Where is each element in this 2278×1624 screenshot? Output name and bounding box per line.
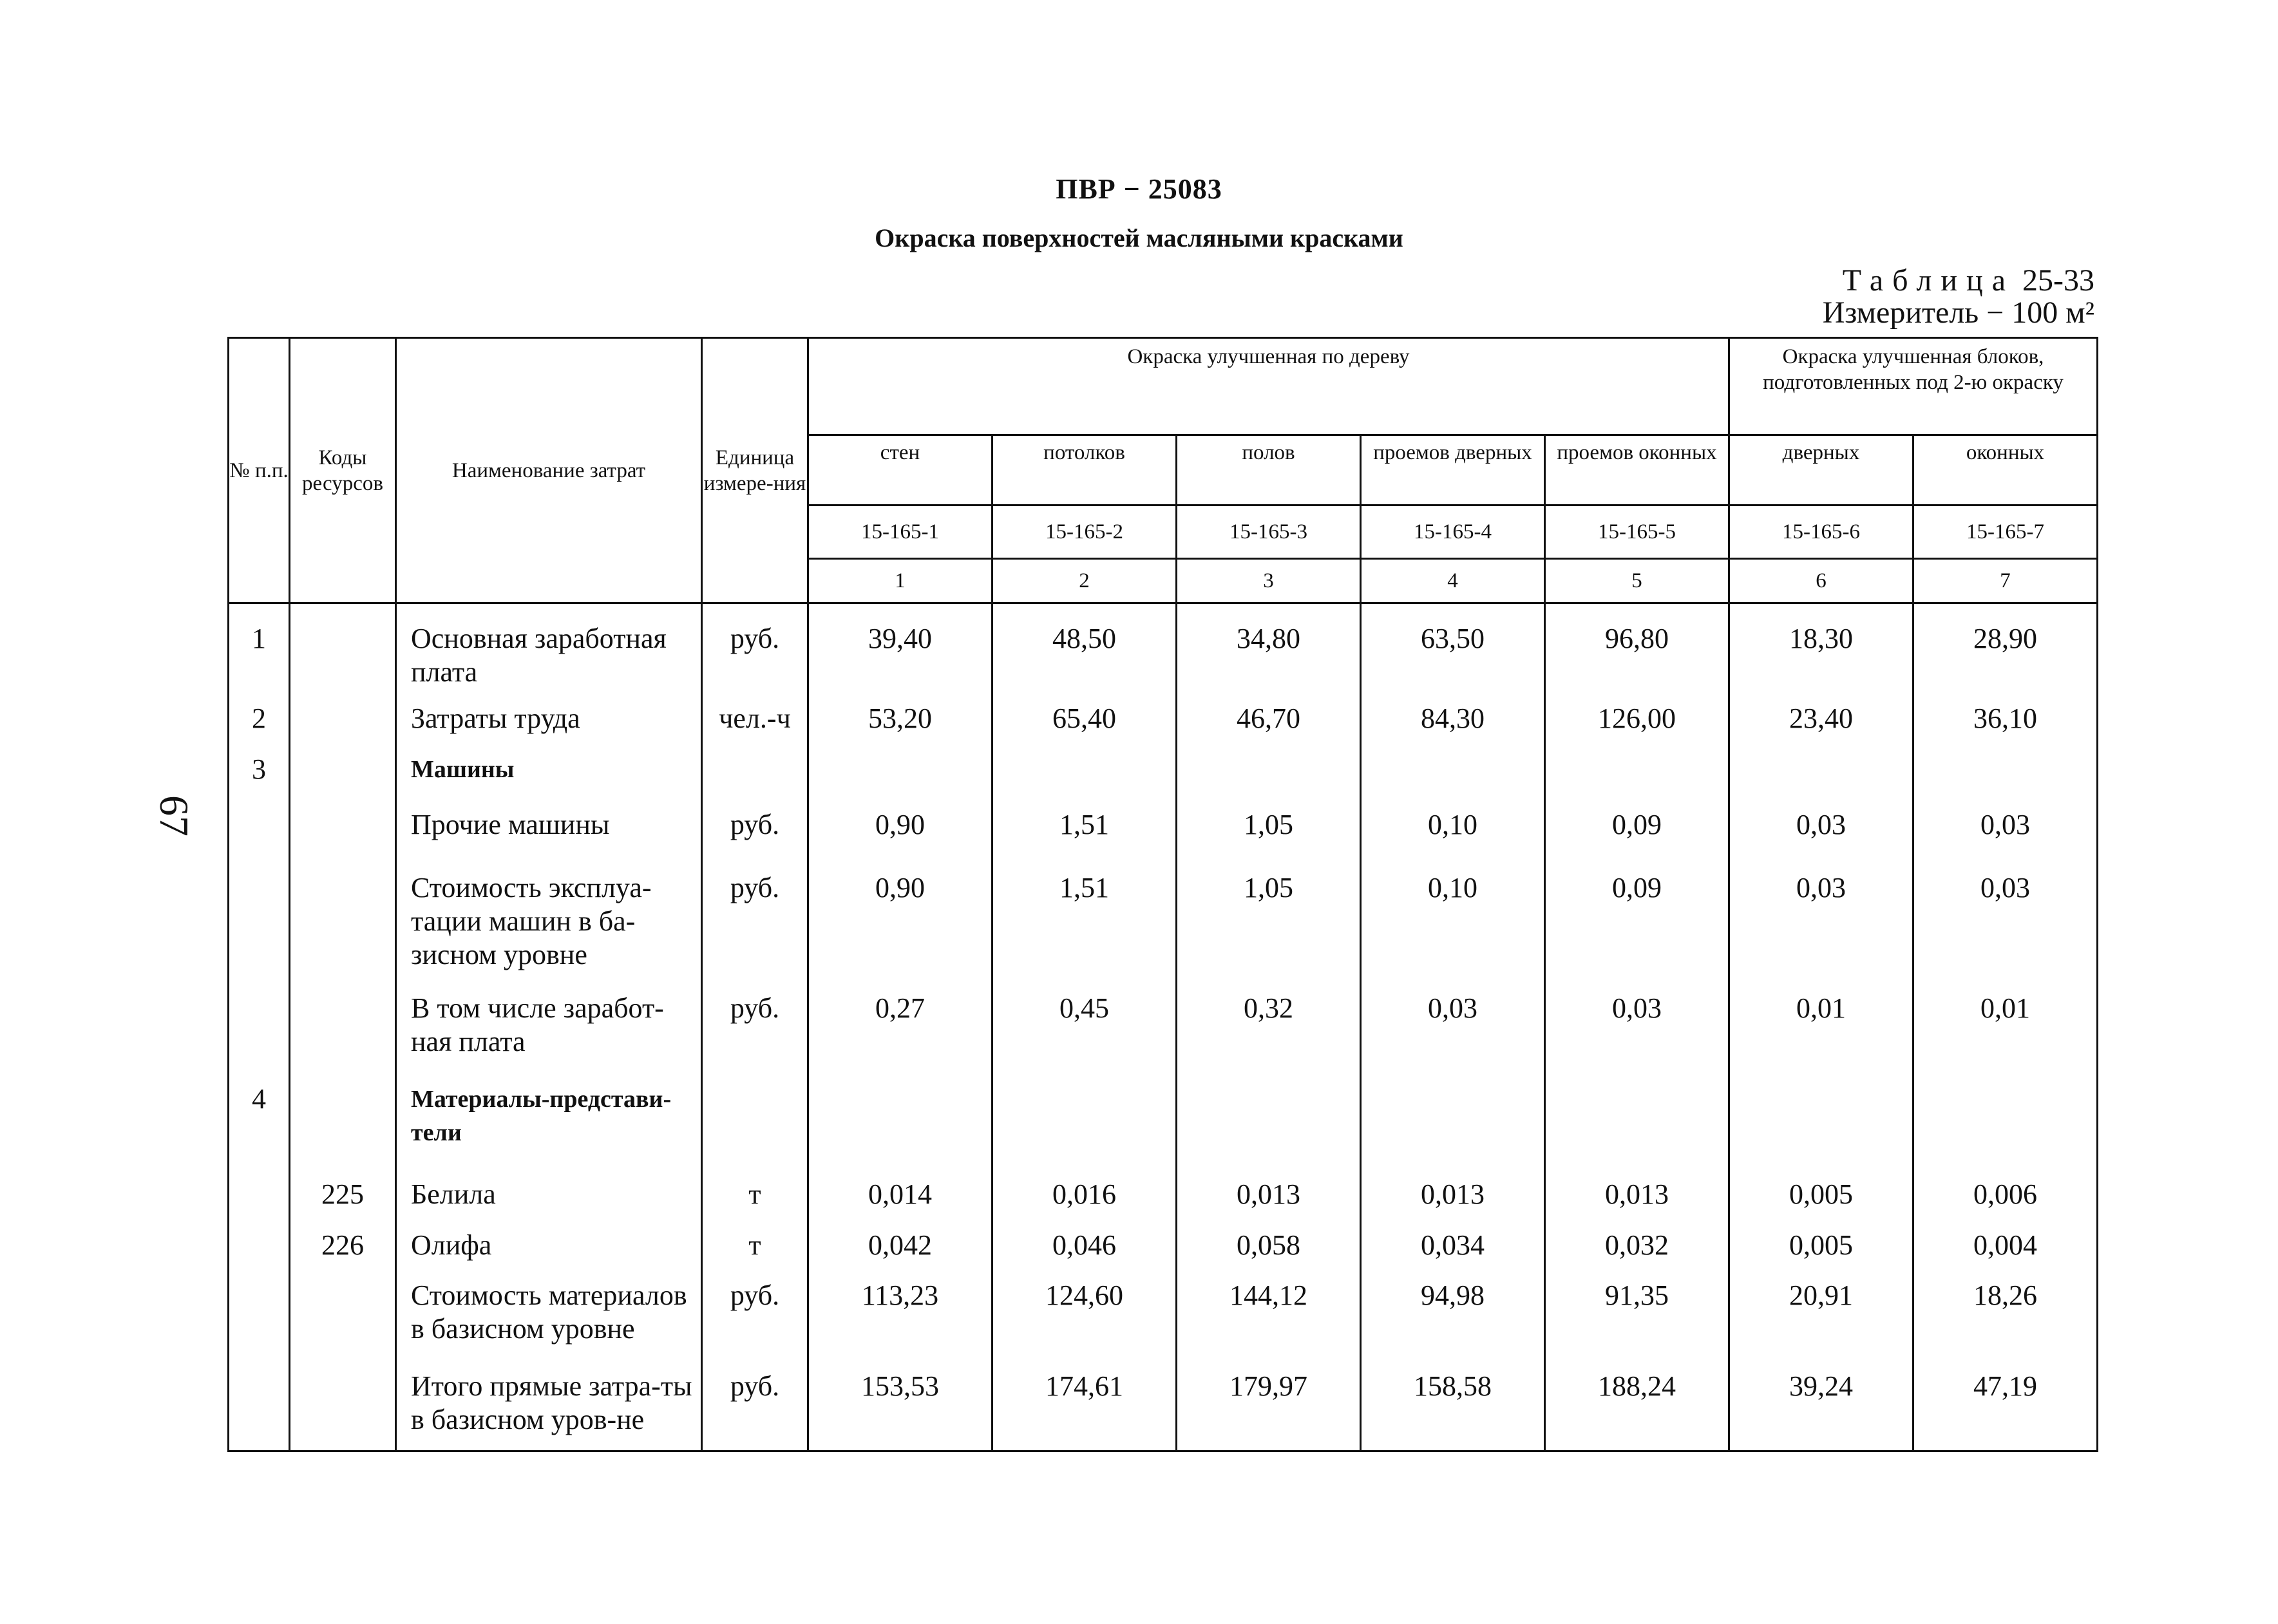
value-col-2: 1,51 [992, 871, 1177, 991]
resource-code [290, 1279, 396, 1370]
header-norm-code-3: 15-165-3 [1177, 505, 1361, 559]
table-row [229, 808, 2098, 871]
header-column-number-3: 3 [1177, 559, 1361, 603]
cost-name: Затраты труда [396, 702, 702, 753]
resource-code [290, 702, 396, 753]
value-col-2: 0,016 [992, 1178, 1177, 1229]
resource-code: 226 [290, 1229, 396, 1279]
value-col-7: 0,004 [1913, 1229, 2098, 1279]
value-col-3: 1,05 [1177, 808, 1361, 871]
value-col-7: 36,10 [1913, 702, 2098, 753]
table-number: 25-33 [2022, 263, 2094, 297]
header-group-blocks: Окраска улучшенная блоков, подготовленных под 2-ю окраску [1729, 338, 2098, 435]
value-col-7: 28,90 [1913, 622, 2098, 702]
cost-name: Основная заработная плата [396, 622, 702, 702]
row-number [229, 992, 290, 1082]
value-col-6: 0,03 [1729, 808, 1913, 871]
value-col-1 [808, 753, 992, 808]
header-column-number-7: 7 [1913, 559, 2098, 603]
value-col-1: 0,27 [808, 992, 992, 1082]
header-name: Наименование затрат [396, 338, 702, 603]
value-col-4 [1361, 1082, 1545, 1178]
table-caption [1843, 263, 2094, 298]
unit-label: Измеритель − 100 м² [1822, 296, 2094, 330]
unit-of-measure: руб. [702, 1370, 808, 1449]
header-subcolumn-5: проемов оконных [1545, 435, 1729, 505]
unit-of-measure: т [702, 1178, 808, 1229]
header-codes: Коды ресурсов [290, 338, 396, 603]
row-number [229, 871, 290, 991]
table-row [229, 622, 2098, 702]
resource-code [290, 992, 396, 1082]
row-number: 1 [229, 622, 290, 702]
value-col-7: 0,006 [1913, 1178, 2098, 1229]
value-col-2: 124,60 [992, 1279, 1177, 1370]
header-column-number-1: 1 [808, 559, 992, 603]
table-row [229, 1279, 2098, 1370]
value-col-2: 0,45 [992, 992, 1177, 1082]
header-norm-code-5: 15-165-5 [1545, 505, 1729, 559]
value-col-3: 0,32 [1177, 992, 1361, 1082]
value-col-4: 158,58 [1361, 1370, 1545, 1449]
unit-of-measure: руб. [702, 622, 808, 702]
table-row [229, 702, 2098, 753]
value-col-3: 34,80 [1177, 622, 1361, 702]
value-col-5: 0,013 [1545, 1178, 1729, 1229]
value-col-3: 179,97 [1177, 1370, 1361, 1449]
header-subcolumn-2: потолков [992, 435, 1177, 505]
table-row [229, 1370, 2098, 1449]
value-col-5: 188,24 [1545, 1370, 1729, 1449]
value-col-2 [992, 753, 1177, 808]
value-col-4: 63,50 [1361, 622, 1545, 702]
header-column-number-4: 4 [1361, 559, 1545, 603]
header-unit: Единица измере-ния [702, 338, 808, 603]
header-column-number-5: 5 [1545, 559, 1729, 603]
unit-of-measure: руб. [702, 1279, 808, 1370]
value-col-1: 0,90 [808, 871, 992, 991]
row-number [229, 1229, 290, 1279]
value-col-5: 0,03 [1545, 992, 1729, 1082]
value-col-4: 84,30 [1361, 702, 1545, 753]
document-title: Окраска поверхностей масляными красками [875, 223, 1403, 252]
value-col-7: 0,03 [1913, 871, 2098, 991]
value-col-5: 0,032 [1545, 1229, 1729, 1279]
value-col-1: 0,042 [808, 1229, 992, 1279]
table-label: Таблица [1842, 263, 2015, 297]
cost-name: Стоимость материалов в базисном уровне [396, 1279, 702, 1370]
value-col-1: 53,20 [808, 702, 992, 753]
value-col-4: 94,98 [1361, 1279, 1545, 1370]
value-col-4: 0,03 [1361, 992, 1545, 1082]
cost-name: Стоимость эксплуа-тации машин в ба-зисном уровне [396, 871, 702, 991]
cost-name: Машины [396, 753, 702, 808]
header-column-number-2: 2 [992, 559, 1177, 603]
header-norm-code-7: 15-165-7 [1913, 505, 2098, 559]
value-col-6: 0,005 [1729, 1178, 1913, 1229]
table-row [229, 753, 2098, 808]
header-subcolumn-1: стен [808, 435, 992, 505]
header-subcolumn-6: дверных [1729, 435, 1913, 505]
value-col-3 [1177, 753, 1361, 808]
value-col-1: 0,90 [808, 808, 992, 871]
cost-table [227, 337, 2098, 1452]
unit-of-measure: руб. [702, 992, 808, 1082]
value-col-5 [1545, 753, 1729, 808]
unit-of-measure [702, 753, 808, 808]
cost-name: Материалы-представи-тели [396, 1082, 702, 1178]
value-col-3: 46,70 [1177, 702, 1361, 753]
table-row [229, 1082, 2098, 1178]
resource-code [290, 753, 396, 808]
value-col-4: 0,013 [1361, 1178, 1545, 1229]
row-number [229, 1279, 290, 1370]
unit-of-measure: руб. [702, 808, 808, 871]
resource-code [290, 622, 396, 702]
document-code: ПВР − 25083 [1056, 173, 1222, 205]
value-col-4 [1361, 753, 1545, 808]
resource-code [290, 1370, 396, 1449]
cost-name: Прочие машины [396, 808, 702, 871]
value-col-2: 1,51 [992, 808, 1177, 871]
value-col-4: 0,10 [1361, 871, 1545, 991]
header-subcolumn-3: полов [1177, 435, 1361, 505]
unit-of-measure: руб. [702, 871, 808, 991]
value-col-6: 20,91 [1729, 1279, 1913, 1370]
value-col-3: 0,058 [1177, 1229, 1361, 1279]
cost-name: В том числе заработ-ная плата [396, 992, 702, 1082]
value-col-1: 113,23 [808, 1279, 992, 1370]
cost-name: Олифа [396, 1229, 702, 1279]
resource-code: 225 [290, 1178, 396, 1229]
table-row [229, 992, 2098, 1082]
value-col-5: 0,09 [1545, 871, 1729, 991]
header-norm-code-2: 15-165-2 [992, 505, 1177, 559]
value-col-2: 174,61 [992, 1370, 1177, 1449]
value-col-1: 153,53 [808, 1370, 992, 1449]
table-row [229, 1229, 2098, 1279]
row-number [229, 1178, 290, 1229]
row-number: 4 [229, 1082, 290, 1178]
value-col-3: 0,013 [1177, 1178, 1361, 1229]
value-col-7: 0,03 [1913, 808, 2098, 871]
resource-code [290, 1082, 396, 1178]
value-col-5 [1545, 1082, 1729, 1178]
header-norm-code-6: 15-165-6 [1729, 505, 1913, 559]
value-col-2: 65,40 [992, 702, 1177, 753]
value-col-7: 0,01 [1913, 992, 2098, 1082]
value-col-6: 0,01 [1729, 992, 1913, 1082]
table-row [229, 1178, 2098, 1229]
value-col-3: 144,12 [1177, 1279, 1361, 1370]
value-col-6: 0,03 [1729, 871, 1913, 991]
unit-of-measure [702, 1082, 808, 1178]
value-col-3 [1177, 1082, 1361, 1178]
header-column-number-6: 6 [1729, 559, 1913, 603]
value-col-1 [808, 1082, 992, 1178]
cost-name: Итого прямые затра-ты в базисном уров-не [396, 1370, 702, 1449]
value-col-5: 0,09 [1545, 808, 1729, 871]
resource-code [290, 871, 396, 991]
value-col-4: 0,10 [1361, 808, 1545, 871]
value-col-7 [1913, 1082, 2098, 1178]
value-col-6: 23,40 [1729, 702, 1913, 753]
cost-name: Белила [396, 1178, 702, 1229]
value-col-6: 0,005 [1729, 1229, 1913, 1279]
row-number [229, 1370, 290, 1449]
value-col-2: 0,046 [992, 1229, 1177, 1279]
value-col-6 [1729, 1082, 1913, 1178]
value-col-3: 1,05 [1177, 871, 1361, 991]
value-col-5: 96,80 [1545, 622, 1729, 702]
value-col-2: 48,50 [992, 622, 1177, 702]
value-col-6: 18,30 [1729, 622, 1913, 702]
row-number: 3 [229, 753, 290, 808]
value-col-7: 18,26 [1913, 1279, 2098, 1370]
value-col-7 [1913, 753, 2098, 808]
header-subcolumn-4: проемов дверных [1361, 435, 1545, 505]
header-num: № п.п. [229, 338, 290, 603]
value-col-7: 47,19 [1913, 1370, 2098, 1449]
header-norm-code-4: 15-165-4 [1361, 505, 1545, 559]
page-number: 67 [151, 795, 197, 836]
value-col-5: 91,35 [1545, 1279, 1729, 1370]
value-col-4: 0,034 [1361, 1229, 1545, 1279]
unit-of-measure: т [702, 1229, 808, 1279]
header-subcolumn-7: оконных [1913, 435, 2098, 505]
value-col-6: 39,24 [1729, 1370, 1913, 1449]
value-col-2 [992, 1082, 1177, 1178]
value-col-5: 126,00 [1545, 702, 1729, 753]
value-col-1: 39,40 [808, 622, 992, 702]
header-norm-code-1: 15-165-1 [808, 505, 992, 559]
value-col-1: 0,014 [808, 1178, 992, 1229]
row-number: 2 [229, 702, 290, 753]
table-row [229, 871, 2098, 991]
header-group-wood: Окраска улучшенная по дереву [808, 338, 1729, 435]
unit-of-measure: чел.-ч [702, 702, 808, 753]
value-col-6 [1729, 753, 1913, 808]
resource-code [290, 808, 396, 871]
row-number [229, 808, 290, 871]
